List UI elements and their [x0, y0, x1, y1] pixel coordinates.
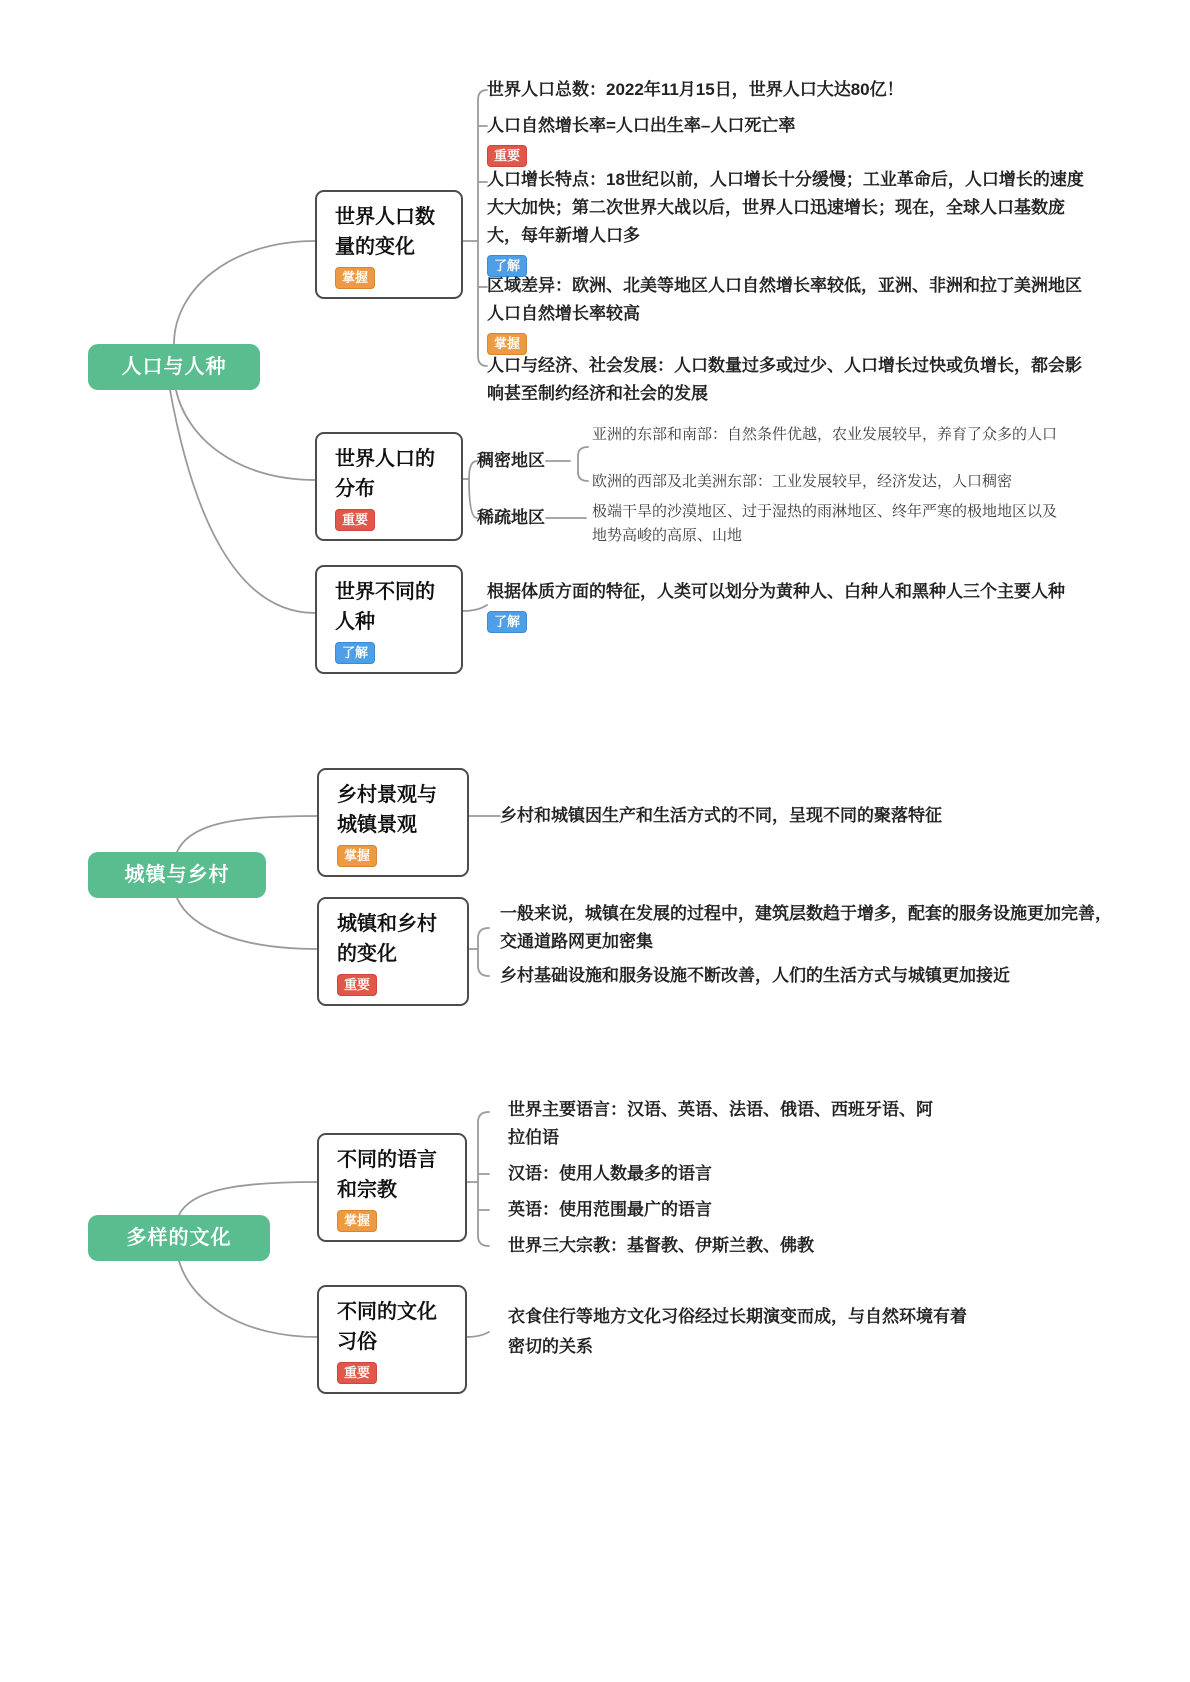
- branch-title: 世界人口数量的变化: [335, 206, 435, 258]
- badge-understand: 了解: [487, 255, 527, 277]
- leaf-text: 汉语：使用人数最多的语言: [508, 1164, 712, 1183]
- leaf-item[interactable]: [500, 900, 1120, 956]
- badge-understand: 了解: [335, 642, 375, 664]
- leaf-item[interactable]: [487, 166, 1097, 277]
- leaf-item[interactable]: [508, 1196, 1008, 1224]
- group-label-sparse-area[interactable]: 稀疏地区: [477, 508, 545, 527]
- leaf-text: 英语：使用范围最广的语言: [508, 1200, 712, 1219]
- leaf-item[interactable]: [500, 962, 1140, 990]
- leaf-item[interactable]: [500, 802, 1120, 830]
- leaf-text: 人口增长特点：18世纪以前，人口增长十分缓慢；工业革命后，人口增长的速度大大加快；第二次世界大战以后，世界人口迅速增长；现在，全球人口基数庞大，每年新增人口多: [487, 170, 1084, 245]
- root-node-diverse-cultures[interactable]: 多样的文化: [88, 1215, 270, 1261]
- branch-title: 乡村景观与城镇景观: [337, 784, 437, 836]
- leaf-text: 世界三大宗教：基督教、伊斯兰教、佛教: [508, 1236, 814, 1255]
- branch-cultural-customs[interactable]: [317, 1285, 467, 1394]
- leaf-text: 区域差异：欧洲、北美等地区人口自然增长率较低，亚洲、非洲和拉丁美洲地区人口自然增长率较高: [487, 276, 1082, 323]
- badge-important: 重要: [337, 974, 377, 996]
- leaf-item[interactable]: [487, 272, 1097, 355]
- leaf-text: 根据体质方面的特征，人类可以划分为黄种人、白种人和黑种人三个主要人种: [487, 582, 1065, 601]
- leaf-text: 人口自然增长率=人口出生率–人口死亡率: [487, 116, 796, 135]
- badge-important: 重要: [337, 1362, 377, 1384]
- leaf-item[interactable]: [508, 1160, 1008, 1188]
- badge-master: 掌握: [337, 845, 377, 867]
- leaf-item[interactable]: [508, 1302, 968, 1362]
- badge-master: 掌握: [487, 333, 527, 355]
- branch-village-town-landscape[interactable]: [317, 768, 469, 877]
- group-label-dense-area[interactable]: 稠密地区: [477, 451, 545, 470]
- leaf-text: 世界主要语言：汉语、英语、法语、俄语、西班牙语、阿拉伯语: [508, 1100, 933, 1147]
- sub-item[interactable]: 欧洲的西部及北美洲东部：工业发展较早，经济发达，人口稠密: [592, 473, 1013, 490]
- leaf-text: 乡村基础设施和服务设施不断改善，人们的生活方式与城镇更加接近: [500, 966, 1010, 985]
- branch-title: 城镇和乡村的变化: [337, 913, 437, 965]
- badge-important: 重要: [487, 145, 527, 167]
- sub-item[interactable]: 极端干旱的沙漠地区、过于湿热的雨淋地区、终年严寒的极地地区以及地势高峻的高原、山地: [592, 503, 1058, 544]
- branch-title: 不同的语言和宗教: [337, 1149, 437, 1201]
- root-node-towns-and-villages[interactable]: 城镇与乡村: [88, 852, 266, 898]
- badge-master: 掌握: [335, 267, 375, 289]
- badge-understand: 了解: [487, 611, 527, 633]
- branch-town-village-changes[interactable]: [317, 897, 469, 1006]
- branch-title: 世界人口的分布: [335, 448, 435, 500]
- leaf-text: 衣食住行等地方文化习俗经过长期演变而成，与自然环境有着密切的关系: [508, 1307, 967, 1356]
- sub-item[interactable]: 亚洲的东部和南部：自然条件优越，农业发展较早，养育了众多的人口: [592, 426, 1058, 443]
- branch-world-population-change[interactable]: [315, 190, 463, 299]
- leaf-item[interactable]: [487, 578, 1097, 633]
- leaf-text: 人口与经济、社会发展：人口数量过多或过少、人口增长过快或负增长，都会影响甚至制约经济和社会的发展: [487, 356, 1082, 403]
- leaf-text: 世界人口总数：2022年11月15日，世界人口大达80亿！: [487, 80, 904, 99]
- branch-world-different-races[interactable]: [315, 565, 463, 674]
- badge-important: 重要: [335, 509, 375, 531]
- leaf-text: 一般来说，城镇在发展的过程中，建筑层数趋于增多，配套的服务设施更加完善，交通道路网更加密集: [500, 904, 1112, 951]
- leaf-item[interactable]: [508, 1232, 1028, 1260]
- leaf-text: 乡村和城镇因生产和生活方式的不同，呈现不同的聚落特征: [500, 806, 942, 825]
- leaf-item[interactable]: [487, 112, 1097, 167]
- branch-title: 世界不同的人种: [335, 581, 435, 633]
- root-node-population-and-races[interactable]: 人口与人种: [88, 344, 260, 390]
- leaf-item[interactable]: [487, 76, 1097, 104]
- leaf-item[interactable]: [508, 1096, 948, 1152]
- branch-title: 不同的文化习俗: [337, 1301, 437, 1353]
- branch-world-population-distribution[interactable]: [315, 432, 463, 541]
- branch-languages-and-religions[interactable]: [317, 1133, 467, 1242]
- badge-master: 掌握: [337, 1210, 377, 1232]
- leaf-item[interactable]: [487, 352, 1097, 408]
